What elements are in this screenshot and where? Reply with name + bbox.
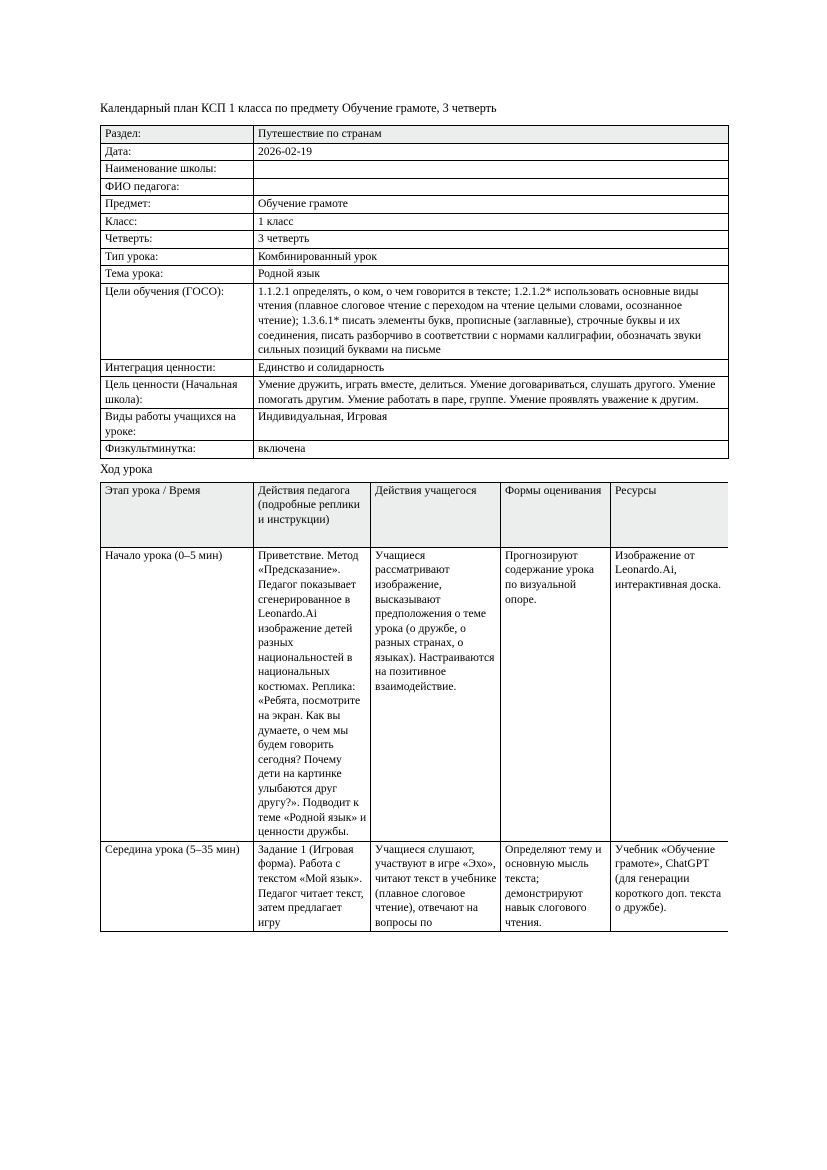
info-value: 1 класс	[254, 213, 729, 231]
table-row	[101, 126, 729, 144]
table-row	[101, 547, 729, 841]
cell-assessment: Определяют тему и основную мысль текста; демонстрируют навык слогового чтения.	[501, 841, 611, 931]
info-value: 2026-02-19	[254, 143, 729, 161]
info-value: Индивидуальная, Игровая	[254, 409, 729, 441]
cell-teacher-actions: Приветствие. Метод «Предсказание». Педагог показывает сгенерированное в Leonardo.Ai изображение детей разных национальностей в национальных костюмах. Реплика: «Ребята, посмотрите на экран. Как вы думаете, о чем мы будем говорить сегодня? Почему дети на картинке улыбаются друг другу?». Подводит к теме «Родной язык» и ценности дружбы.	[254, 547, 371, 841]
info-value: 1.1.2.1 определять, о ком, о чем говорится в тексте; 1.2.1.2* использовать основные виды чтения (плавное слоговое чтение с переходом на чтение целыми словами, осознанное чтение); 1.3.6.1* писать элементы букв, прописные (заглавные), строчные буквы и их соединения, писать разборчиво в соответствии с нормами каллиграфии, обозначать звуки сильных позиций буквами на письме	[254, 283, 729, 359]
info-label: Предмет:	[101, 196, 254, 214]
info-value: Единство и солидарность	[254, 359, 729, 377]
cell-resources: Изображение от Leonardo.Ai, интерактивная доска.	[611, 547, 729, 841]
lesson-flow-table	[100, 482, 728, 932]
table-row	[101, 248, 729, 266]
info-label: Класс:	[101, 213, 254, 231]
info-label: Физкультминутка:	[101, 441, 254, 459]
lesson-flow-heading: Ход урока	[100, 461, 153, 476]
info-label: Раздел:	[101, 126, 254, 144]
info-value: Родной язык	[254, 266, 729, 284]
document-content	[100, 100, 728, 1045]
info-label: ФИО педагога:	[101, 178, 254, 196]
table-row	[101, 143, 729, 161]
cell-assessment: Прогнозируют содержание урока по визуальной опоре.	[501, 547, 611, 841]
page-title: Календарный план КСП 1 класса по предмету Обучение грамоте, 3 четверть	[100, 101, 497, 115]
info-label: Интеграция ценности:	[101, 359, 254, 377]
lesson-info-body	[101, 126, 729, 459]
table-header-row	[101, 482, 729, 547]
lesson-info-table	[100, 125, 729, 459]
column-header-teacher-actions: Действия педагога (подробные реплики и инструкции)	[254, 482, 371, 547]
info-value: Комбинированный урок	[254, 248, 729, 266]
table-row	[101, 841, 729, 931]
column-header-resources: Ресурсы	[611, 482, 729, 547]
info-value: 3 четверть	[254, 231, 729, 249]
info-label: Наименование школы:	[101, 161, 254, 179]
column-header-assessment: Формы оценивания	[501, 482, 611, 547]
cell-teacher-actions: Задание 1 (Игровая форма). Работа с текстом «Мой язык». Педагог читает текст, затем предлагает игру	[254, 841, 371, 931]
table-row	[101, 377, 729, 409]
info-label: Дата:	[101, 143, 254, 161]
info-value: Путешествие по странам	[254, 126, 729, 144]
table-row	[101, 359, 729, 377]
table-row	[101, 178, 729, 196]
info-label: Цели обучения (ГОСО):	[101, 283, 254, 359]
info-label: Тема урока:	[101, 266, 254, 284]
info-label: Четверть:	[101, 231, 254, 249]
table-row	[101, 231, 729, 249]
lesson-flow-header	[101, 482, 729, 547]
table-row	[101, 161, 729, 179]
table-row	[101, 196, 729, 214]
cell-resources: Учебник «Обучение грамоте», ChatGPT (для генерации короткого доп. текста о дружбе).	[611, 841, 729, 931]
info-value: включена	[254, 441, 729, 459]
info-label: Цель ценности (Начальная школа):	[101, 377, 254, 409]
info-value	[254, 161, 729, 179]
info-label: Тип урока:	[101, 248, 254, 266]
lesson-flow-table-clip	[100, 482, 728, 1045]
info-value	[254, 178, 729, 196]
cell-student-actions: Учащиеся слушают, участвуют в игре «Эхо», читают текст в учебнике (плавное слоговое чтение), отвечают на вопросы по	[371, 841, 501, 931]
info-label: Виды работы учащихся на уроке:	[101, 409, 254, 441]
column-header-student-actions: Действия учащегося	[371, 482, 501, 547]
table-row	[101, 409, 729, 441]
lesson-flow-body	[101, 547, 729, 931]
table-row	[101, 213, 729, 231]
cell-stage: Начало урока (0–5 мин)	[101, 547, 254, 841]
table-row	[101, 441, 729, 459]
info-value: Обучение грамоте	[254, 196, 729, 214]
cell-student-actions: Учащиеся рассматривают изображение, высказывают предположения о теме урока (о дружбе, о разных странах, о языках). Настраиваются на позитивное взаимодействие.	[371, 547, 501, 841]
table-row	[101, 283, 729, 359]
cell-stage: Середина урока (5–35 мин)	[101, 841, 254, 931]
info-value: Умение дружить, играть вместе, делиться. Умение договариваться, слушать другого. Умение помогать другим. Умение работать в паре, группе. Умение проявлять уважение к другим.	[254, 377, 729, 409]
table-row	[101, 266, 729, 284]
column-header-stage: Этап урока / Время	[101, 482, 254, 547]
